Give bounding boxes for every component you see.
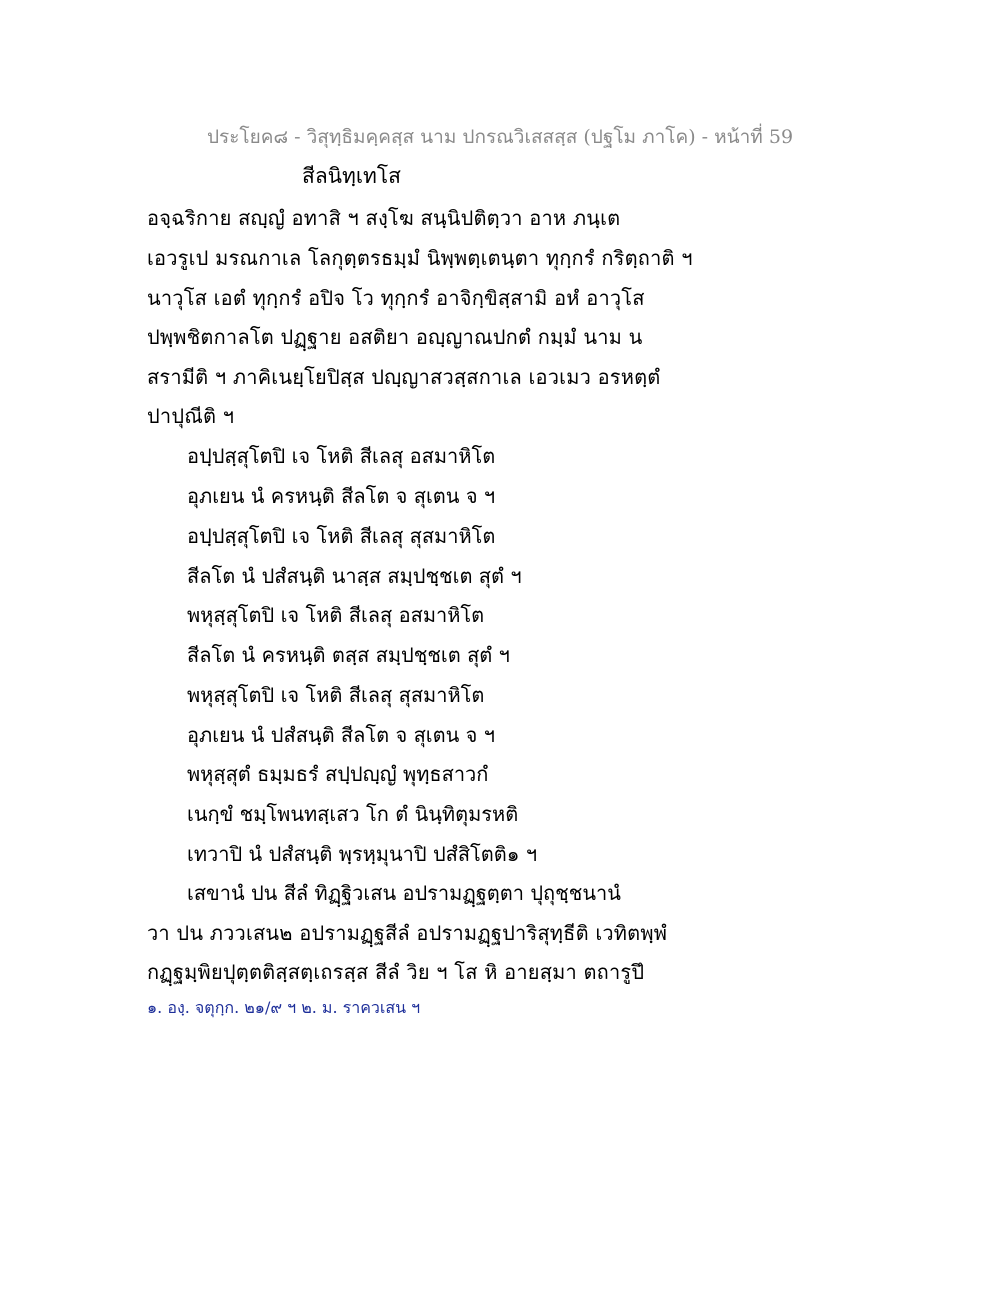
paragraph-line: อจฺฉริกาย สญฺญํ อทาสิ ฯ สงฺโฆ สนฺนิปติตฺวา อาห ภนฺเต: [147, 206, 621, 230]
paragraph-line: เสขานํ ปน สีลํ ทิฏฺฐิวเสน อปรามฏฺฐตฺตา ปุถุชฺชนานํ: [187, 881, 621, 905]
section-title: สีลนิทฺเทโส: [302, 164, 402, 188]
footnote: ๑. องฺ. จตุกฺก. ๒๑/๙ ฯ ๒. ม. ราควเสน ฯ: [147, 998, 421, 1017]
verse-line: สีลโต นํ ครหนฺติ ตสฺส สมฺปชฺชเต สุตํ ฯ: [187, 643, 510, 667]
paragraph-line: กฏฺฐมฺพิยปุตฺตติสฺสตฺเถรสฺส สีลํ วิย ฯ โส หิ อายสฺมา ตถารูปึ: [147, 960, 645, 984]
running-header: ประโยค๘ - วิสุทฺธิมคฺคสฺส นาม ปกรณวิเสสสฺส (ปฐโม ภาโค) - หน้าที่ 59: [206, 126, 794, 148]
verse-line: พหุสฺสุตํ ธมฺมธรํ สปฺปญฺญํ พุทฺธสาวกํ: [187, 762, 489, 786]
verse-line: อุภเยน นํ ครหนฺติ สีลโต จ สุเตน จ ฯ: [187, 484, 496, 508]
verse-line: เทวาปิ นํ ปสํสนฺติ พฺรหฺมุนาปิ ปสํสิโตติ๑ ฯ: [187, 842, 538, 866]
verse-line: อปฺปสฺสุโตปิ เจ โหติ สีเลสุ สุสมาหิโต: [187, 524, 496, 548]
verse-line: พหุสฺสุโตปิ เจ โหติ สีเลสุ สุสมาหิโต: [187, 683, 485, 707]
verse-line: อปฺปสฺสุโตปิ เจ โหติ สีเลสุ อสมาหิโต: [187, 444, 496, 468]
verse-line: เนกฺขํ ชมฺโพนทสฺเสว โก ตํ นินฺทิตุมรหติ: [187, 802, 519, 826]
paragraph-line: วา ปน ภววเสน๒ อปรามฏฺฐสีลํ อปรามฏฺฐปาริสุทฺธีติ เวทิตพฺพํ: [147, 921, 668, 945]
verse-line: พหุสฺสุโตปิ เจ โหติ สีเลสุ อสมาหิโต: [187, 603, 485, 627]
verse-line: อุภเยน นํ ปสํสนฺติ สีลโต จ สุเตน จ ฯ: [187, 723, 495, 747]
paragraph-line: เอวรูเป มรณกาเล โลกุตฺตรธมฺมํ นิพฺพตฺเตนฺตา ทุกฺกรํ กริตฺถาติ ฯ: [147, 246, 693, 270]
paragraph-line: ปพฺพชิตกาลโต ปฏฺฐาย อสติยา อญฺญาณปกตํ กมฺมํ นาม น: [147, 325, 643, 349]
paragraph-line: สรามีติ ฯ ภาคิเนยฺโยปิสฺส ปญฺญาสวสฺสกาเล เอวเมว อรหตฺตํ: [147, 365, 661, 389]
verse-line: สีลโต นํ ปสํสนฺติ นาสฺส สมฺปชฺชเต สุตํ ฯ: [187, 564, 522, 588]
paragraph-line: นาวุโส เอตํ ทุกฺกรํ อปิจ โว ทุกฺกรํ อาจิกฺขิสฺสามิ อหํ อาวุโส: [147, 286, 645, 310]
paragraph-line: ปาปุณีติ ฯ: [147, 404, 235, 428]
